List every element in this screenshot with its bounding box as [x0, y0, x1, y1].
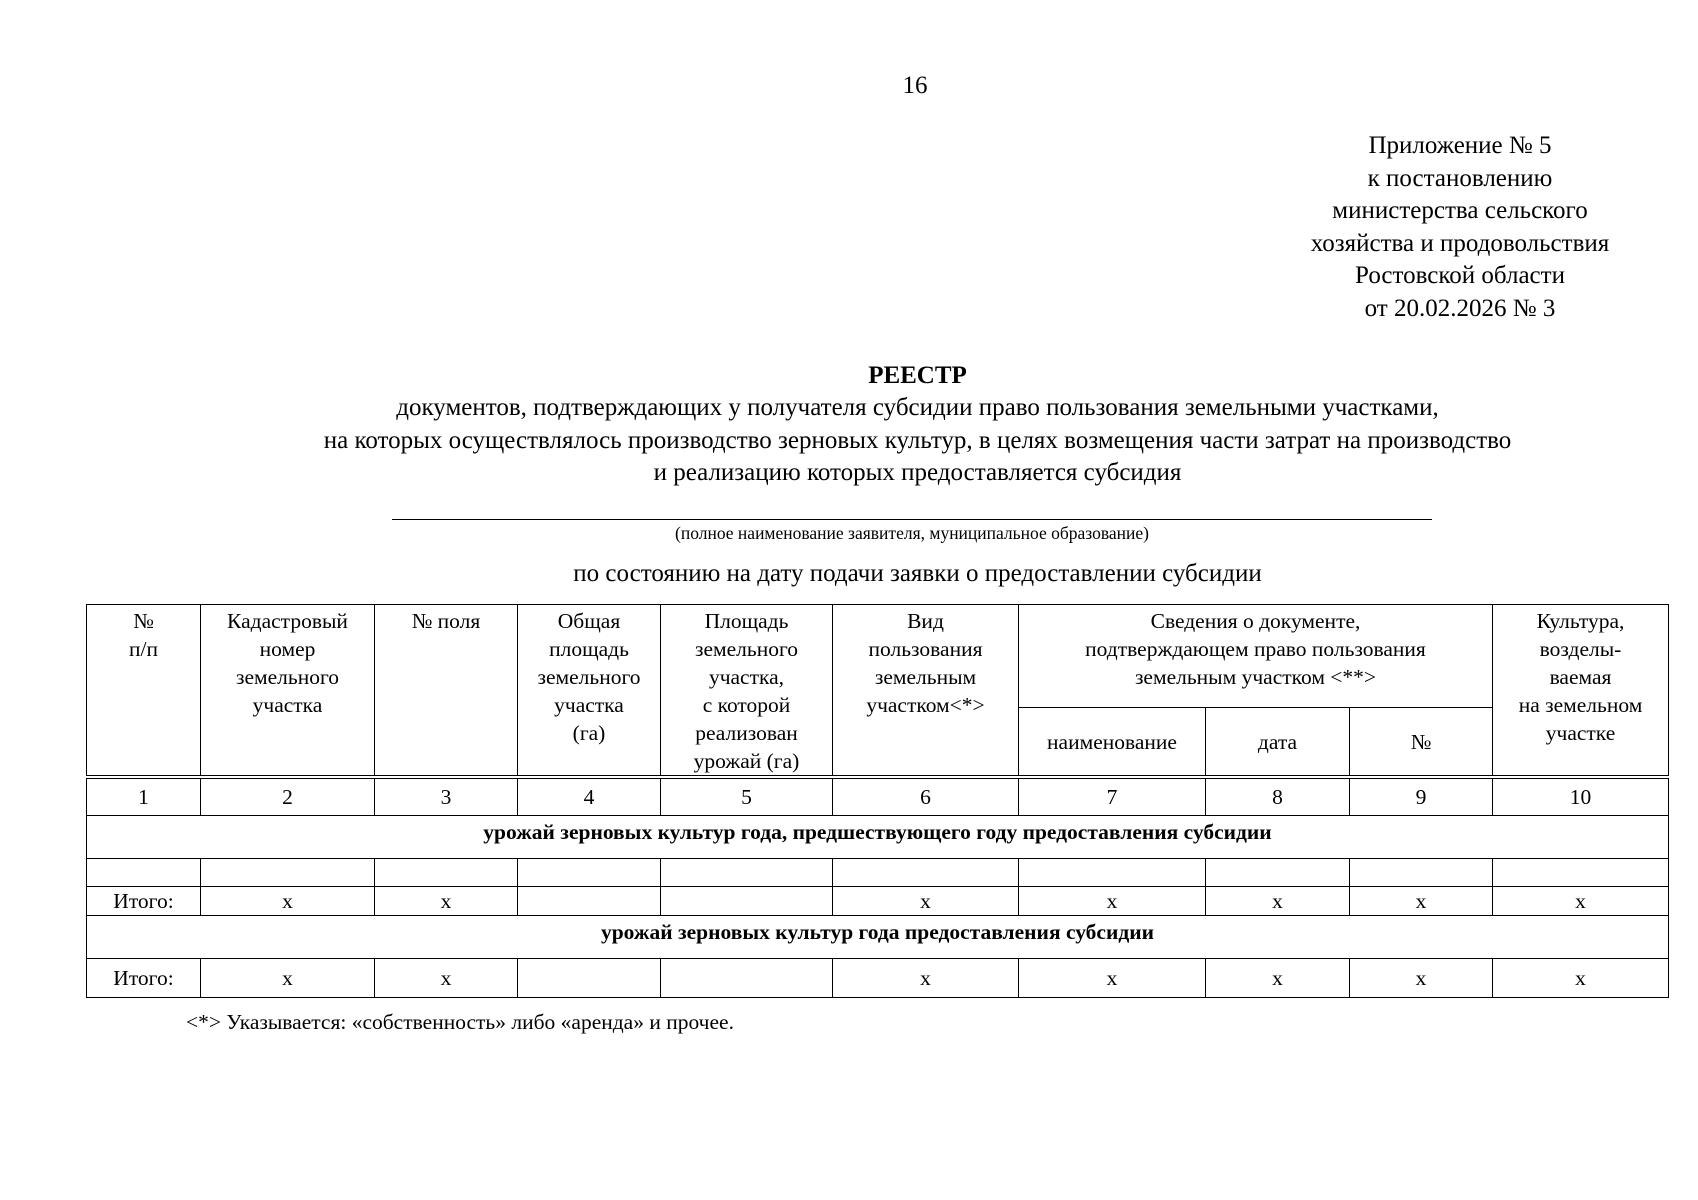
registry-table: [86, 604, 1669, 998]
total-cell: х: [201, 959, 375, 998]
page-number: 16: [902, 72, 928, 99]
total-label: Итого:: [87, 887, 201, 916]
header-cell-document-date: дата: [1206, 708, 1350, 778]
table-cell: [1206, 859, 1350, 887]
appendix-block: [1270, 130, 1650, 325]
total-cell: х: [1493, 959, 1669, 998]
total-row-current-year: [87, 959, 1669, 998]
table-cell: [375, 859, 518, 887]
header-cell-total-area: Общая площадь земельного участка (га): [518, 605, 661, 778]
section-heading-previous-year: урожай зерновых культур года, предшествующего году предоставления субсидии: [87, 816, 1669, 859]
table-cell: [87, 859, 201, 887]
table-cell: [201, 859, 375, 887]
subtitle-line: на которых осуществлялось производство зерновых культур, в целях возмещения части затрат на производство: [323, 426, 1512, 454]
section-row-previous-year: [87, 816, 1669, 859]
column-number-cell: 1: [87, 777, 201, 816]
applicant-caption: (полное наименование заявителя, муниципальное образование): [675, 523, 1149, 543]
header-cell-document-info: Сведения о документе, подтверждающем право пользования земельным участком <**>: [1019, 605, 1493, 708]
column-number-row: [87, 777, 1669, 816]
table-cell: [1493, 859, 1669, 887]
document-title-block: [80, 360, 1698, 490]
header-cell-cadastral-number: Кадастровый номер земельного участка: [201, 605, 375, 778]
table-row: [87, 859, 1669, 887]
total-cell: х: [1019, 887, 1206, 916]
total-cell: [661, 887, 833, 916]
table-cell: [661, 859, 833, 887]
appendix-line: к постановлению: [1367, 164, 1553, 192]
table-cell: [518, 859, 661, 887]
subtitle-line: документов, подтверждающих у получателя субсидии право пользования земельными участками,: [396, 394, 1439, 421]
total-cell: х: [1019, 959, 1206, 998]
subtitle-line: и реализацию которых предоставляется субсидия: [653, 459, 1182, 486]
total-cell: х: [833, 887, 1019, 916]
total-cell: х: [1350, 959, 1493, 998]
appendix-line: хозяйства и продовольствия: [1310, 229, 1610, 257]
total-cell: х: [1206, 887, 1350, 916]
document-subtitle: [80, 392, 1698, 490]
header-cell-document-number: №: [1350, 708, 1493, 778]
header-cell-harvest-area: Площадь земельного участка, с которой реализован урожай (га): [661, 605, 833, 778]
section-heading-current-year: урожай зерновых культур года предоставления субсидии: [87, 916, 1669, 959]
column-number-cell: 7: [1019, 777, 1206, 816]
total-row-previous-year: [87, 887, 1669, 916]
total-label: Итого:: [87, 959, 201, 998]
total-cell: х: [1350, 887, 1493, 916]
total-cell: х: [1493, 887, 1669, 916]
table-cell: [1019, 859, 1206, 887]
total-cell: х: [1206, 959, 1350, 998]
header-cell-crop: Культура, возделы- ваемая на земельном участке: [1493, 605, 1669, 778]
header-cell-document-name: наименование: [1019, 708, 1206, 778]
appendix-line: от 20.02.2026 № 3: [1364, 294, 1556, 322]
column-number-cell: 8: [1206, 777, 1350, 816]
total-cell: [518, 959, 661, 998]
header-row: [87, 605, 1669, 708]
appendix-line: Приложение № 5: [1368, 132, 1552, 159]
column-number-cell: 4: [518, 777, 661, 816]
column-number-cell: 10: [1493, 777, 1669, 816]
appendix-line: министерства сельского: [1332, 197, 1588, 224]
table-cell: [833, 859, 1019, 887]
total-cell: х: [375, 887, 518, 916]
column-number-cell: 6: [833, 777, 1019, 816]
appendix-line: Ростовской области: [1355, 262, 1565, 289]
table-cell: [1350, 859, 1493, 887]
column-number-cell: 2: [201, 777, 375, 816]
footnote: <*> Указывается: «собственность» либо «аренда» и прочее.: [186, 1010, 734, 1034]
section-row-current-year: [87, 916, 1669, 959]
column-number-cell: 3: [375, 777, 518, 816]
total-cell: [518, 887, 661, 916]
total-cell: х: [201, 887, 375, 916]
total-cell: [661, 959, 833, 998]
total-cell: х: [375, 959, 518, 998]
applicant-name-line: [392, 519, 1432, 520]
header-cell-row-number: № п/п: [87, 605, 201, 778]
header-cell-usage-type: Вид пользования земельным участком<*>: [833, 605, 1019, 778]
column-number-cell: 5: [661, 777, 833, 816]
total-cell: х: [833, 959, 1019, 998]
as-of-statement: по состоянию на дату подачи заявки о предоставлении субсидии: [573, 560, 1262, 587]
header-cell-field-number: № поля: [375, 605, 518, 778]
column-number-cell: 9: [1350, 777, 1493, 816]
document-title: РЕЕСТР: [868, 362, 967, 389]
